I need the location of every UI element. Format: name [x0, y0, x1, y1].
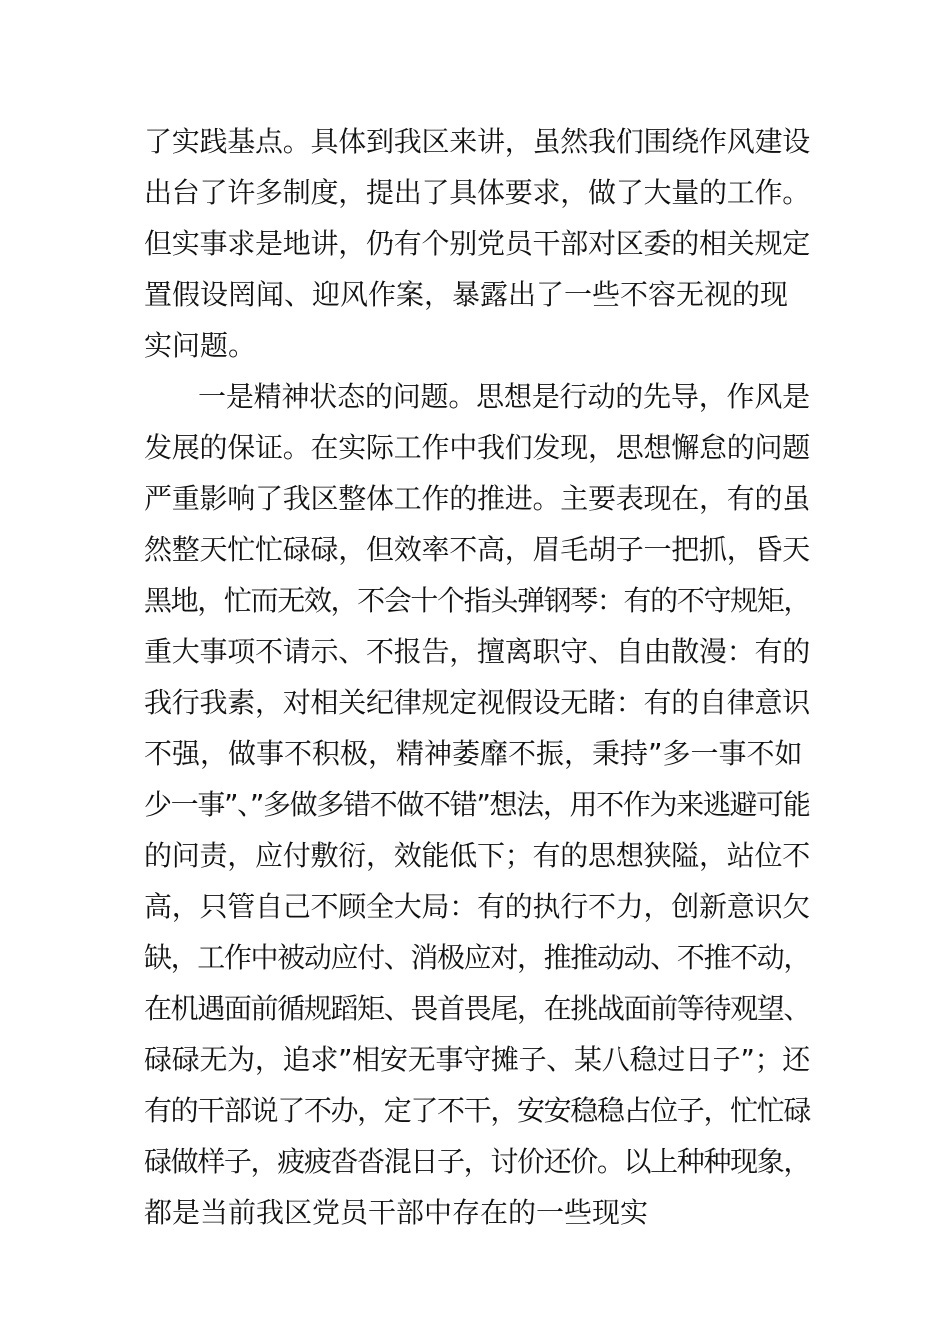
- text-line-17: 缺，工作中被动应付、消极应对，推推动动、不推不动，: [144, 941, 811, 974]
- text-line-8: 严重影响了我区整体工作的推进。主要表现在，有的虽: [144, 482, 811, 515]
- text-line-1: 了实践基点。具体到我区来讲，虽然我们围绕作风建设: [144, 125, 811, 158]
- text-line-20: 有的干部说了不办，定了不干，安安稳稳占位子，忙忙碌: [144, 1094, 811, 1127]
- text-line-12: 我行我素，对相关纪律规定视假设无睹：有的自律意识: [144, 686, 811, 719]
- text-line-19: 碌碌无为，追求”相安无事守摊子、某八稳过日子”；还: [144, 1043, 811, 1076]
- text-line-16: 高，只管自己不顾全大局：有的执行不力，创新意识欠: [144, 890, 811, 923]
- text-line-9: 然整天忙忙碌碌，但效率不高，眉毛胡子一把抓，昏天: [144, 533, 811, 566]
- text-line-15: 的问责，应付敷衍，效能低下；有的思想狭隘，站位不: [144, 839, 811, 872]
- text-line-7: 发展的保证。在实际工作中我们发现，思想懈怠的问题: [144, 431, 811, 464]
- text-line-5: 实问题。: [144, 329, 257, 362]
- text-line-3: 但实事求是地讲，仍有个别党员干部对区委的相关规定: [144, 227, 811, 260]
- text-line-10: 黑地，忙而无效，不会十个指头弹钢琴：有的不守规矩，: [144, 584, 811, 617]
- text-line-11: 重大事项不请示、不报告，擅离职守、自由散漫：有的: [144, 635, 811, 668]
- text-line-18: 在机遇面前循规蹈矩、畏首畏尾，在挑战面前等待观望、: [144, 992, 811, 1025]
- paragraph-start-line: 一是精神状态的问题。思想是行动的先导，作风是: [198, 380, 811, 413]
- text-line-21: 碌做样子，疲疲沓沓混日子，讨价还价。以上种种现象，: [144, 1145, 811, 1178]
- text-line-22: 都是当前我区党员干部中存在的一些现实: [144, 1196, 649, 1229]
- text-line-2: 出台了许多制度，提出了具体要求，做了大量的工作。: [144, 176, 811, 209]
- text-line-4: 置假设罔闻、迎风作案，暴露出了一些不容无视的现: [144, 278, 789, 311]
- text-line-13: 不强，做事不积极，精神萎靡不振，秉持”多一事不如: [144, 737, 803, 770]
- text-line-14: 少一事”、”多做多错不做不错”想法，用不作为来逃避可能: [144, 788, 810, 821]
